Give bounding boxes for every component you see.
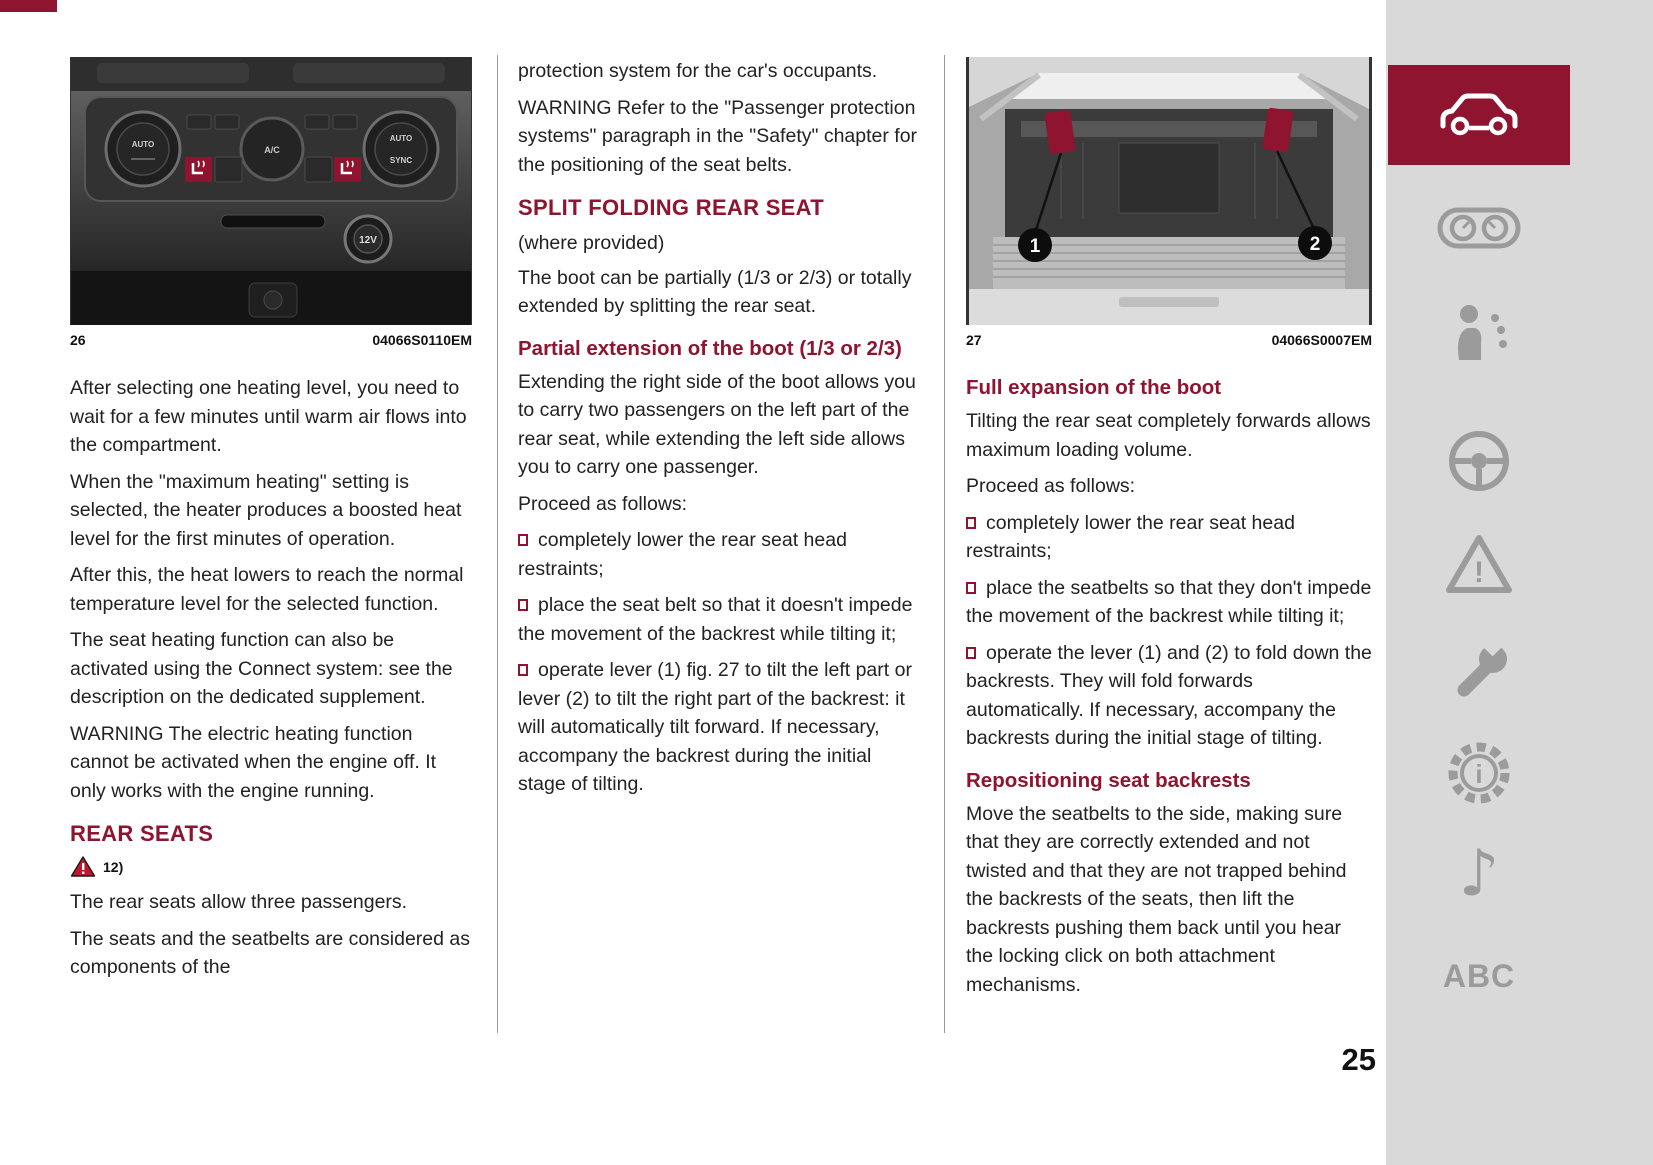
gear-info-icon	[1444, 738, 1514, 808]
warning-ref-number: 12)	[103, 858, 124, 875]
wrench-icon	[1444, 634, 1514, 704]
svg-text:!: !	[1474, 556, 1484, 589]
sidebar-tab-vehicle-active[interactable]	[1388, 65, 1570, 165]
paragraph: The seats and the seatbelts are considered as components of the	[70, 927, 470, 978]
warning-triangle-small-icon	[70, 855, 96, 878]
figure-26-photo	[70, 57, 472, 325]
svg-text:i: i	[1475, 759, 1483, 789]
list-item: operate the lever (1) and (2) to fold down the backrests. They will fold forwards automatically. If necessary, accompany the backrests during the initial stage of tilting.	[966, 641, 1372, 749]
bullet-square-icon	[966, 647, 976, 659]
sidebar-tab-index[interactable]	[1386, 958, 1572, 995]
paragraph: When the "maximum heating" setting is selected, the heater produces a boosted heat level for the first minutes of operation.	[70, 470, 462, 550]
airbag-icon	[1443, 300, 1515, 370]
paragraph: After this, the heat lowers to reach the normal temperature level for the selected function.	[70, 564, 464, 615]
figure-code: 04066S0110EM	[372, 332, 472, 348]
figure-code: 04066S0007EM	[1271, 332, 1372, 348]
figure-26-caption	[70, 332, 472, 348]
bullet-square-icon	[518, 599, 528, 611]
bullet-square-icon	[966, 517, 976, 529]
paragraph: WARNING The electric heating function cannot be activated when the engine off. It only works with the engine running.	[70, 722, 437, 802]
list-item: completely lower the rear seat head restraints;	[966, 511, 1295, 562]
warning-triangle-icon	[1444, 532, 1514, 598]
section-heading-split-folding-rear-seat: SPLIT FOLDING REAR SEAT	[518, 195, 824, 220]
dial-sync-label: SYNC	[389, 156, 413, 165]
subheading-full-expansion: Full expansion of the boot	[966, 376, 1222, 399]
paragraph: The boot can be partially (1/3 or 2/3) or totally extended by splitting the rear seat.	[518, 266, 912, 317]
figure-27-photo	[966, 57, 1372, 325]
sidebar-tab-safety[interactable]	[1386, 300, 1572, 370]
paragraph: Tilting the rear seat completely forwards allows maximum loading volume.	[966, 410, 1371, 461]
callout-1-label: 1	[1029, 236, 1041, 257]
figure-number: 27	[966, 332, 982, 348]
subheading-repositioning: Repositioning seat backrests	[966, 768, 1251, 792]
paragraph: Proceed as follows:	[518, 492, 688, 515]
paragraph: Move the seatbelts to the side, making sure that they are correctly extended and not twisted and that they are not trapped behind the backrests of the seats, then lift the backrests pushing them back until you hear the locking click on both attachment mechanisms.	[966, 802, 1347, 996]
ac-knob-label: A/C	[264, 145, 280, 155]
sidebar-tab-emergency[interactable]	[1386, 532, 1572, 598]
sidebar-tab-driving[interactable]	[1386, 428, 1572, 494]
dial-auto-left-label: AUTO	[131, 140, 155, 149]
dial-auto-right-label: AUTO	[389, 134, 413, 143]
corner-accent-bar	[0, 0, 57, 12]
column-divider	[497, 55, 498, 1033]
bullet-square-icon	[518, 534, 528, 546]
list-item: operate lever (1) fig. 27 to tilt the left part or lever (2) to tilt the right part of the backrest: it will automatically tilt forward. If necessary, accompany the backrest during the initial stage of tilting.	[518, 659, 912, 795]
column-1	[70, 57, 472, 990]
bullet-square-icon	[518, 664, 528, 676]
section-tab-sidebar	[1386, 0, 1653, 1165]
callout-2-label: 2	[1309, 234, 1321, 255]
paragraph: The seat heating function can also be activated using the Connect system: see the description on the dedicated supplement.	[70, 629, 453, 708]
music-note-icon: ♪	[1458, 837, 1500, 911]
section-heading-rear-seats: REAR SEATS	[70, 821, 214, 846]
sidebar-tab-instruments[interactable]	[1386, 200, 1572, 256]
column-2	[518, 57, 924, 807]
car-icon	[1433, 86, 1525, 144]
list-item: place the seatbelts so that they don't impede the movement of the backrest while tilting it;	[966, 576, 1372, 627]
figure-27-caption	[966, 332, 1372, 348]
page-number: 25	[1341, 1042, 1376, 1077]
paragraph: After selecting one heating level, you need to wait for a few minutes until warm air flows into the compartment.	[70, 377, 467, 456]
paragraph: The rear seats allow three passengers.	[70, 891, 408, 913]
sidebar-tab-servicing[interactable]	[1386, 634, 1572, 704]
warning-reference-row	[70, 855, 472, 878]
paragraph: Proceed as follows:	[966, 475, 1136, 497]
subheading-partial-extension: Partial extension of the boot (1/3 or 2/3)	[518, 336, 902, 360]
steering-wheel-icon	[1446, 428, 1512, 494]
paragraph: protection system for the car's occupants.	[518, 60, 878, 82]
sidebar-tab-multimedia[interactable]	[1386, 837, 1572, 911]
column-3	[966, 57, 1372, 1007]
paragraph: Extending the right side of the boot allows you to carry two passengers on the left part of the rear seat, while extending the left side allows you to carry one passenger.	[518, 370, 916, 478]
list-item: completely lower the rear seat head restraints;	[518, 529, 847, 580]
bullet-square-icon	[966, 582, 976, 594]
column-divider	[944, 55, 945, 1033]
figure-number: 26	[70, 332, 86, 348]
abc-index-label: ABC	[1442, 958, 1516, 994]
sidebar-tab-technical-data[interactable]	[1386, 738, 1572, 808]
instrument-cluster-icon	[1436, 200, 1522, 256]
socket-12v-label: 12V	[359, 235, 377, 246]
paragraph: WARNING Refer to the "Passenger protection systems" paragraph in the "Safety" chapter for the positioning of the seat belts.	[518, 96, 918, 176]
list-item: place the seat belt so that it doesn't impede the movement of the backrest while tilting it;	[518, 594, 913, 645]
subnote: (where provided)	[518, 232, 665, 254]
